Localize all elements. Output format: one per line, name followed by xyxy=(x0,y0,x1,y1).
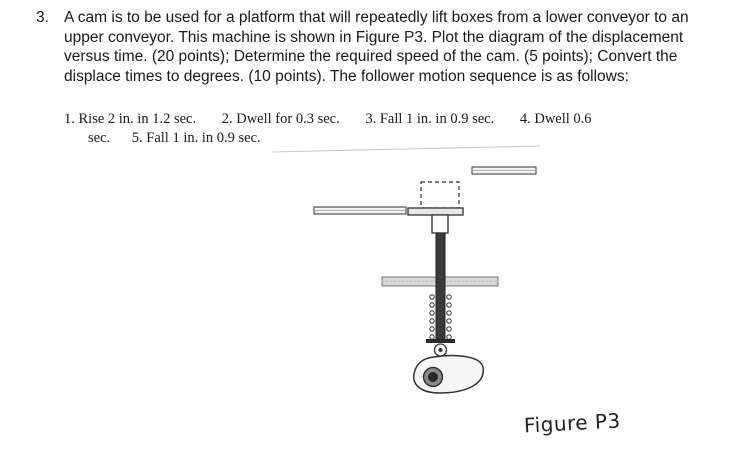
cam-shaft xyxy=(428,372,438,382)
step-2: 2. Dwell for 0.3 sec. xyxy=(221,111,340,127)
problem-number: 3. xyxy=(36,9,49,26)
scan-line xyxy=(272,146,540,152)
step-1: 1. Rise 2 in. in 1.2 sec. xyxy=(64,111,197,127)
lower-conveyor xyxy=(314,207,406,214)
follower-collar xyxy=(432,215,448,233)
figure-caption: Figure P3 xyxy=(523,408,622,438)
upper-conveyor xyxy=(472,167,536,174)
problem-statement: A cam is to be used for a platform that will repeatedly lift boxes from a lower conveyor to an upper conveyor. This machine is shown in Figure P3. Plot the diagram of the displacement versus time. (20 points); Determine the required speed of the cam. (5 points); Convert the displace times to degrees. (10 points). The follower motion sequence is as follows: xyxy=(64,9,689,85)
raised-box-outline xyxy=(421,182,459,208)
lift-platform xyxy=(408,208,463,215)
step-3: 3. Fall 1 in. in 0.9 sec. xyxy=(365,111,495,127)
step-5: 5. Fall 1 in. in 0.9 sec. xyxy=(131,130,261,146)
spring-seat xyxy=(426,339,455,343)
roller-pin xyxy=(439,348,443,352)
follower-rod xyxy=(436,233,445,339)
step-4: 4. Dwell 0.6 xyxy=(519,111,592,127)
step-4-continued: sec. xyxy=(88,130,111,146)
